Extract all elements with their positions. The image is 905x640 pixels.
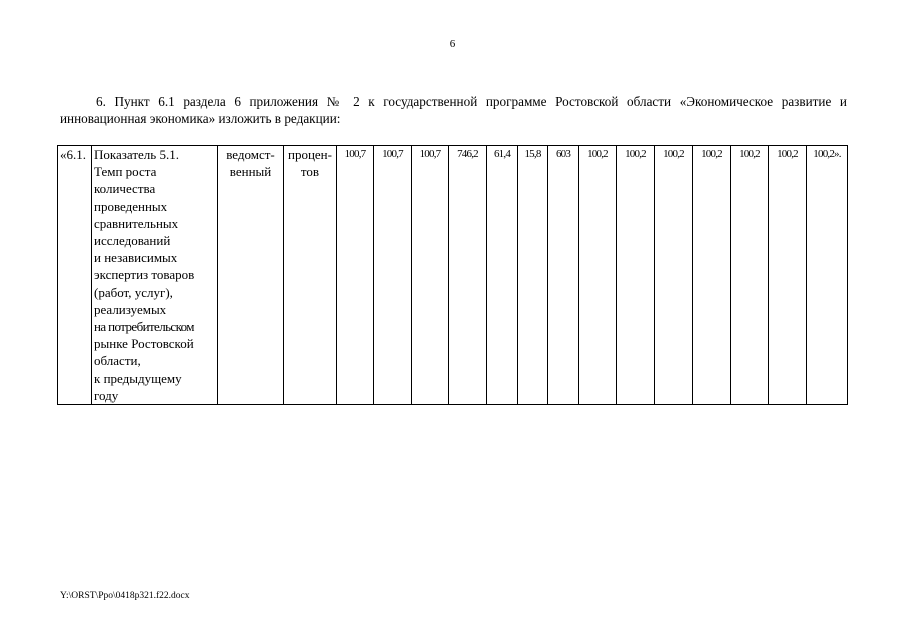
indicator-name-line: Темп роста [94, 164, 157, 180]
indicator-name-line: к предыдущему [94, 370, 182, 386]
value-cell: 100,2 [655, 146, 693, 405]
indicator-name-line: количества [94, 181, 156, 197]
indicator-name-line: реализуемых [94, 301, 167, 317]
row-number-cell: «6.1. [58, 146, 92, 405]
amendment-paragraph-text: 6. Пункт 6.1 раздела 6 приложения № 2 к государственной программе Ростовской области «Экономическое развитие и инновационная экономика» изложить в редакции: [60, 94, 847, 126]
page-number: 6 [449, 38, 456, 50]
value-cell: 100,7 [374, 146, 412, 405]
file-path-footer: Y:\ORST\Ppo\0418p321.f22.docx [60, 591, 190, 601]
value-cell: 100,2 [579, 146, 617, 405]
indicator-name-line: сравнительных [94, 215, 179, 231]
indicator-name-line: на потребительском [94, 319, 194, 335]
amendment-paragraph [60, 93, 847, 127]
value-cell: 100,7 [412, 146, 449, 405]
indicator-name-line: экспертиз товаров [94, 267, 195, 283]
unit-line: процен- [288, 147, 332, 162]
value-cell: 746,2 [449, 146, 487, 405]
value-cell: 61,4 [487, 146, 518, 405]
indicator-type-cell [218, 146, 284, 405]
indicator-name-line: области, [94, 353, 141, 369]
indicator-name-line: Показатель 5.1. [94, 147, 179, 162]
value-cell: 100,2 [617, 146, 655, 405]
indicator-name-line: проведенных [94, 198, 168, 214]
value-cell: 100,2». [807, 146, 848, 405]
indicator-name-line: году [94, 387, 119, 403]
value-cell: 100,7 [337, 146, 374, 405]
value-cell: 100,2 [693, 146, 731, 405]
indicator-name-line: рынке Ростовской [94, 336, 194, 352]
indicator-name-line: (работ, услуг), [94, 284, 173, 300]
unit-cell [284, 146, 337, 405]
value-cell: 603 [548, 146, 579, 405]
indicator-name-cell [92, 146, 218, 405]
indicator-name-line: исследований [94, 233, 171, 249]
indicator-table [57, 145, 848, 405]
indicator-type-line: венный [229, 164, 272, 180]
value-cell: 15,8 [518, 146, 548, 405]
indicator-name-line: и независимых [94, 250, 178, 266]
value-cell: 100,2 [731, 146, 769, 405]
indicator-type-line: ведомст- [226, 147, 275, 162]
table-row [58, 146, 848, 405]
unit-line: тов [300, 164, 320, 180]
value-cell: 100,2 [769, 146, 807, 405]
